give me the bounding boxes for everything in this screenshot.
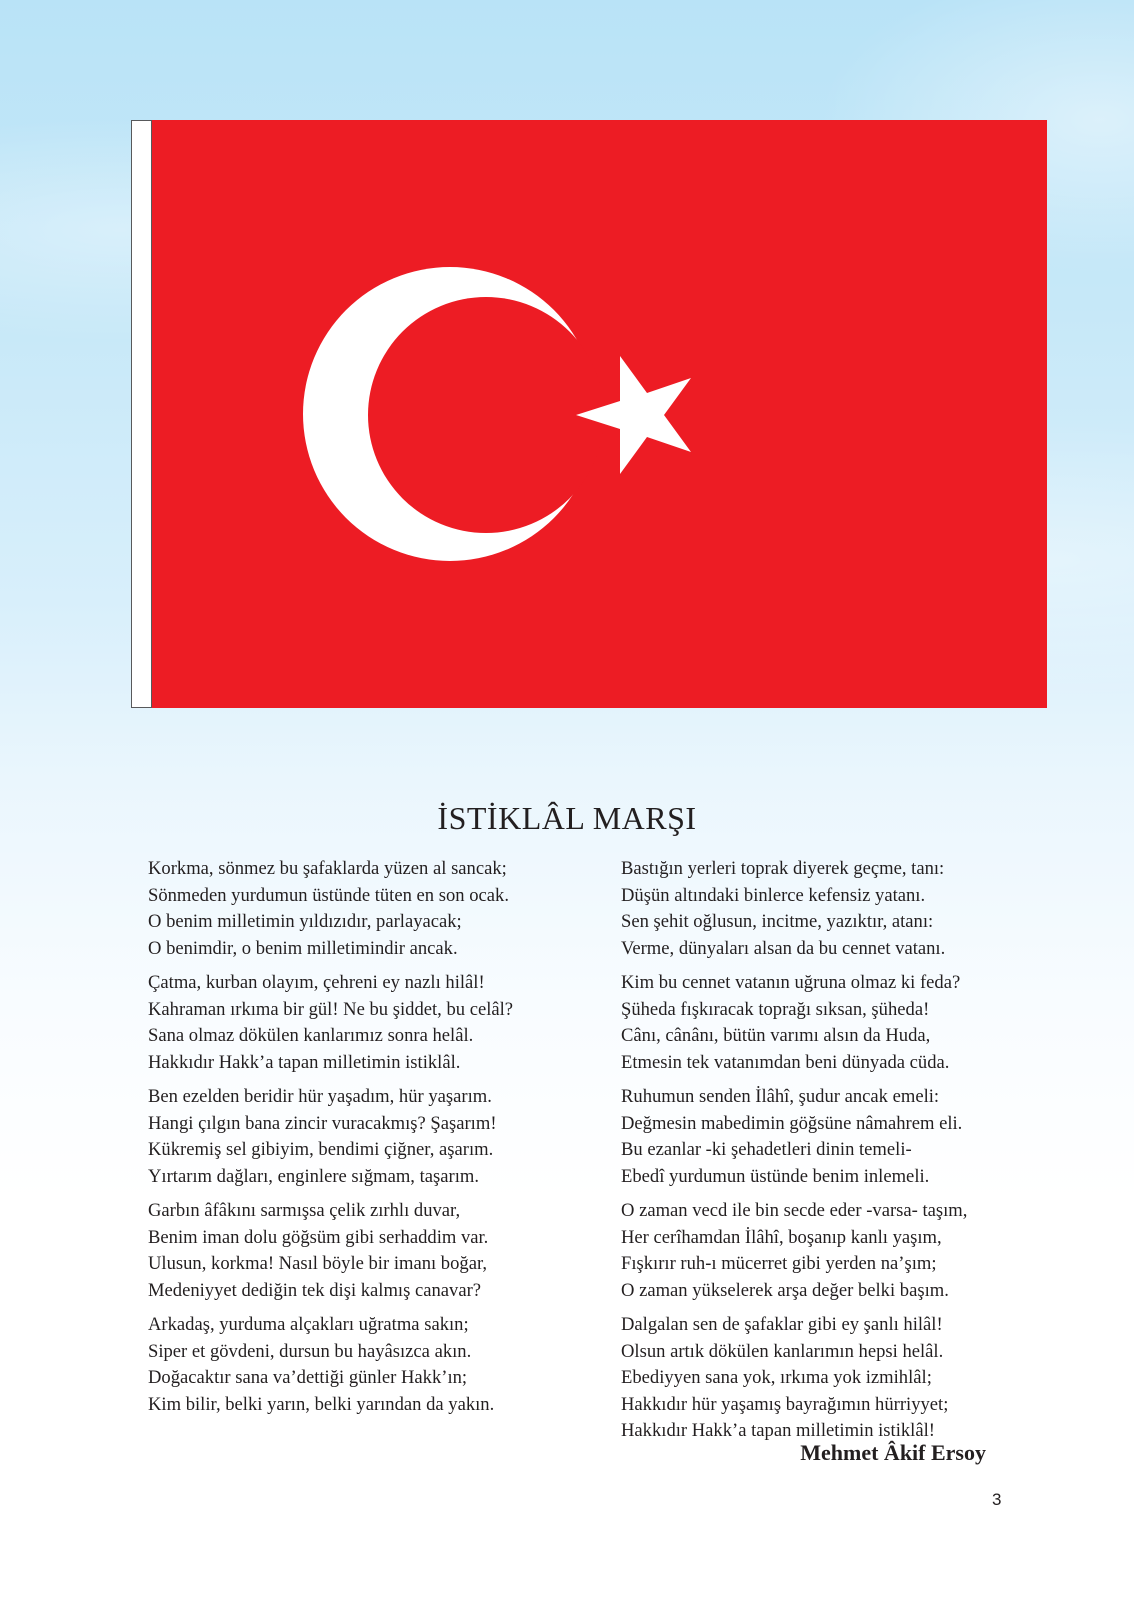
turkish-flag [131, 120, 1047, 708]
verse-line: Hakkıdır hür yaşamış bayrağımın hürriyyet; [621, 1393, 949, 1415]
verse-line: Siper et gövdeni, dursun bu hayâsızca akın. [148, 1340, 472, 1362]
stanza [621, 856, 1041, 962]
verse-line: Değmesin mabedimin göğsüne nâmahrem eli. [621, 1112, 963, 1134]
flag-hoist [131, 120, 152, 708]
verse-line: O benimdir, o benim milletimindir ancak. [148, 937, 458, 959]
verse-line: O benim milletimin yıldızıdır, parlayacak; [148, 911, 462, 932]
verse-line: Yırtarım dağları, enginlere sığmam, taşarım. [148, 1165, 479, 1187]
verse-line: Kim bu cennet vatanın uğruna olmaz ki feda? [621, 972, 961, 993]
verse-line: O zaman vecd ile bin secde eder -varsa- taşım, [621, 1200, 968, 1221]
verse-line: Benim iman dolu göğsüm gibi serhaddim var. [148, 1226, 489, 1248]
verse-line: Düşün altındaki binlerce kefensiz yatanı. [621, 884, 926, 906]
verse-line: Sen şehit oğlusun, incitme, yazıktır, atanı: [621, 911, 934, 932]
verse-line: Hakkıdır Hakk’a tapan milletimin istiklâl! [621, 1420, 935, 1441]
anthem-left-column [148, 856, 588, 1426]
flag-graphic [152, 120, 1047, 708]
stanza [148, 1198, 588, 1304]
verse-line: Hakkıdır Hakk’a tapan milletimin istiklâl. [148, 1051, 461, 1073]
verse-line: Şüheda fışkıracak toprağı sıksan, şüheda! [621, 998, 930, 1020]
verse-line: Verme, dünyaları alsan da bu cennet vatanı. [621, 937, 946, 959]
verse-line: Her cerîhamdan İlâhî, boşanıp kanlı yaşım, [621, 1226, 942, 1248]
verse-line: Etmesin tek vatanımdan beni dünyada cüda. [621, 1051, 950, 1073]
stanza [148, 856, 588, 962]
verse-line: Korkma, sönmez bu şafaklarda yüzen al sancak; [148, 858, 507, 879]
verse-line: Kahraman ırkıma bir gül! Ne bu şiddet, bu celâl? [148, 998, 514, 1020]
page-number: 3 [992, 1490, 1002, 1509]
stanza [621, 1084, 1041, 1190]
stanza [621, 1312, 1041, 1445]
verse-line: Medeniyyet dediğin tek dişi kalmış canavar? [148, 1279, 482, 1301]
verse-line: Kim bilir, belki yarın, belki yarından da yakın. [148, 1393, 495, 1415]
stanza [148, 1084, 588, 1190]
verse-line: Doğacaktır sana va’dettiği günler Hakk’ın; [148, 1367, 468, 1388]
stanza [621, 970, 1041, 1076]
verse-line: Garbın âfâkını sarmışsa çelik zırhlı duvar, [148, 1200, 461, 1221]
verse-line: Ben ezelden beridir hür yaşadım, hür yaşarım. [148, 1086, 492, 1107]
verse-line: Ulusun, korkma! Nasıl böyle bir imanı boğar, [148, 1253, 488, 1274]
author-name: Mehmet Âkif Ersoy [800, 1440, 986, 1465]
verse-line: Dalgalan sen de şafaklar gibi ey şanlı hilâl! [621, 1314, 943, 1335]
verse-line: Ruhumun senden İlâhî, şudur ancak emeli: [621, 1086, 940, 1107]
verse-line: Cânı, cânânı, bütün varımı alsın da Huda, [621, 1025, 931, 1046]
verse-line: Ebediyyen sana yok, ırkıma yok izmihlâl; [621, 1367, 932, 1388]
verse-line: Arkadaş, yurduma alçakları uğratma sakın; [148, 1314, 469, 1335]
verse-line: Fışkırır ruh-ı mücerret gibi yerden na’şım; [621, 1253, 937, 1274]
verse-line: O zaman yükselerek arşa değer belki başım. [621, 1279, 949, 1301]
verse-line: Sana olmaz dökülen kanlarımız sonra helâl. [148, 1025, 474, 1046]
verse-line: Bu ezanlar -ki şehadetleri dinin temeli- [621, 1139, 912, 1160]
stanza [621, 1198, 1041, 1304]
verse-line: Kükremiş sel gibiyim, bendimi çiğner, aşarım. [148, 1139, 494, 1160]
stanza [148, 970, 588, 1076]
anthem-right-column [621, 856, 1041, 1453]
verse-line: Ebedî yurdumun üstünde benim inlemeli. [621, 1165, 930, 1187]
verse-line: Bastığın yerleri toprak diyerek geçme, tanı: [621, 858, 945, 879]
anthem-title: İSTİKLÂL MARŞI [437, 800, 697, 836]
stanza [148, 1312, 588, 1418]
verse-line: Olsun artık dökülen kanlarımın hepsi helâl. [621, 1340, 944, 1362]
flag-field [152, 120, 1047, 708]
crescent-inner [368, 297, 604, 533]
verse-line: Hangi çılgın bana zincir vuracakmış? Şaşarım! [148, 1112, 497, 1134]
verse-line: Sönmeden yurdumun üstünde tüten en son ocak. [148, 884, 509, 906]
verse-line: Çatma, kurban olayım, çehreni ey nazlı hilâl! [148, 972, 485, 993]
